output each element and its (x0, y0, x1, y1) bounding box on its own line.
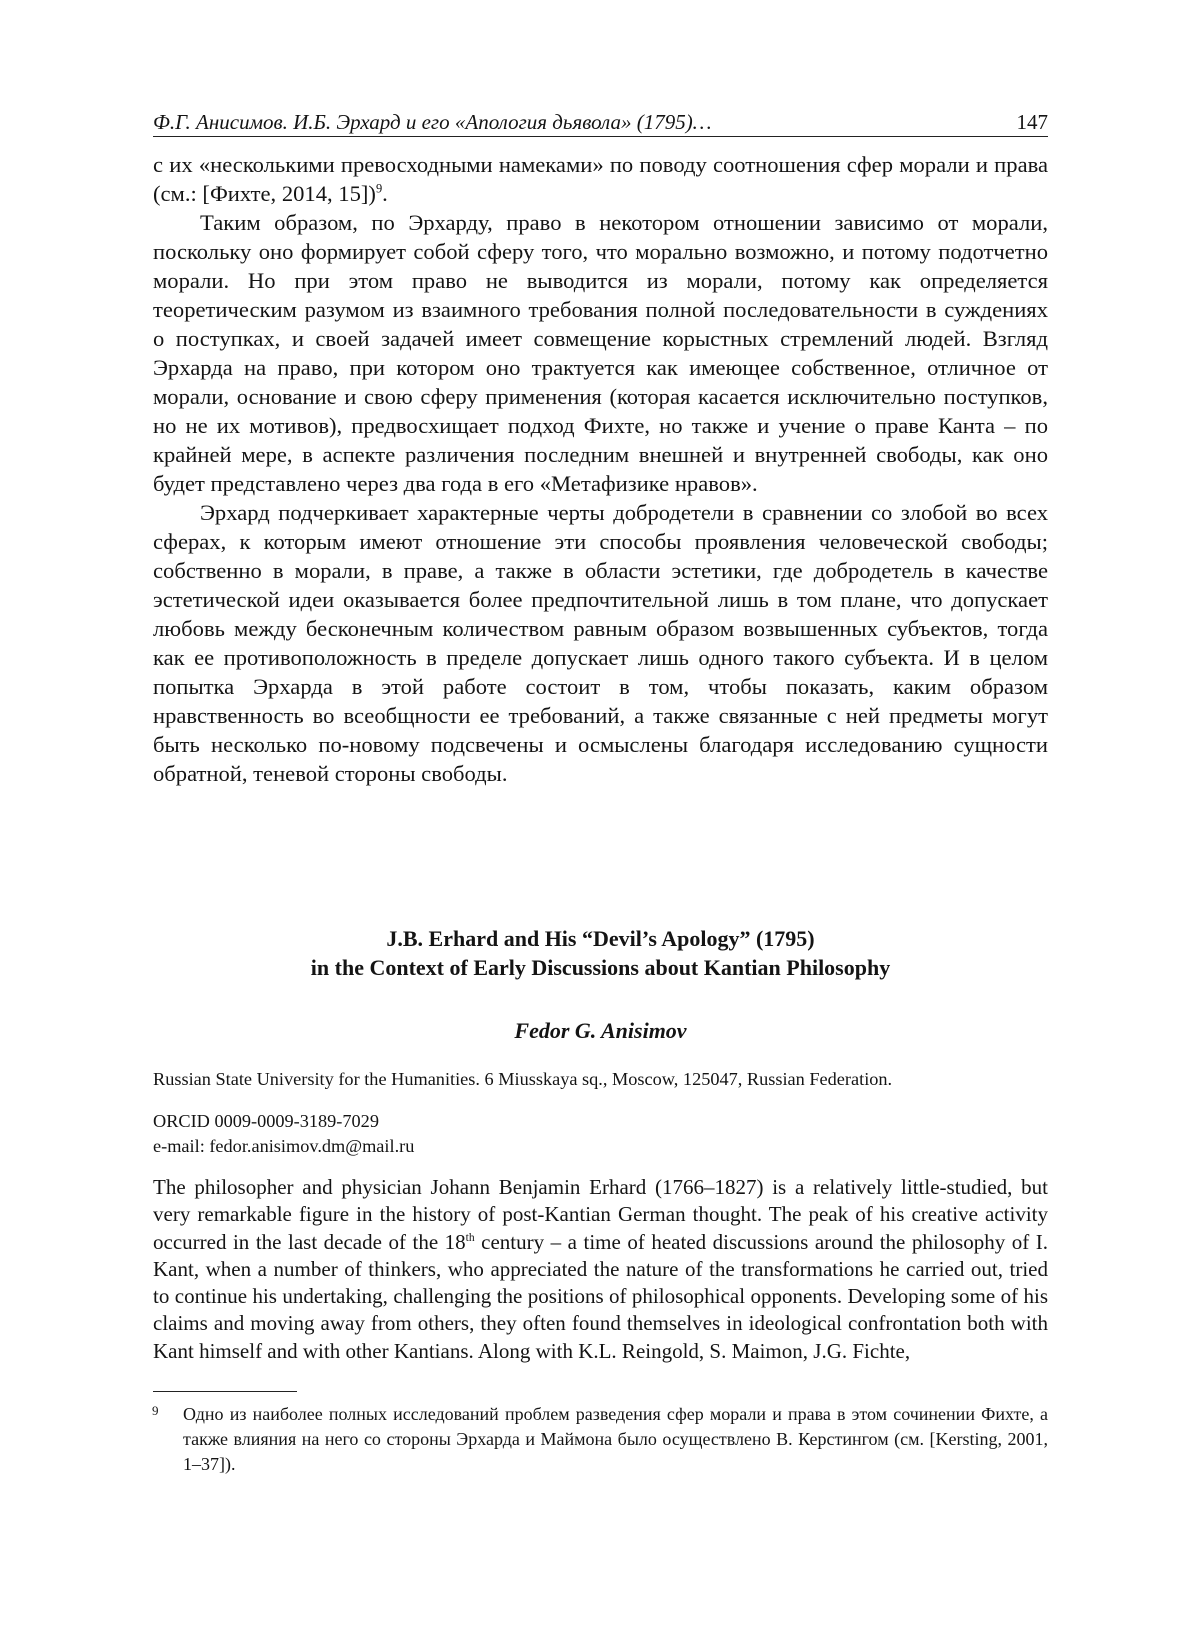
running-title: Ф.Г. Анисимов. И.Б. Эрхард и его «Апология дьявола» (1795)… (153, 110, 712, 134)
affiliation: Russian State University for the Humanities. 6 Miusskaya sq., Moscow, 125047, Russian Federation. (153, 1069, 893, 1089)
abstract (153, 1174, 1048, 1365)
page-number: 147 (1016, 110, 1048, 134)
english-article-title (153, 924, 1048, 982)
footnote-divider (153, 1391, 297, 1392)
footnote-mark: 9 (152, 1403, 159, 1418)
orcid: ORCID 0009-0009-3189-7029 (153, 1111, 379, 1131)
paragraph-2: Таким образом, по Эрхарду, право в некотором отношении зависимо от морали, поскольку оно формирует собой сферу того, что морально возможно, и потому подотчетно морали. Но при этом право не выводится из морали, потому как определяется теоретическим разумом из взаимного требования полной последовательности в суждениях о поступках, и своей задачей имеет совмещение корыстных стремлений людей. Взгляд Эрхарда на право, при котором оно трактуется как имеющее собственное, отличное от морали, основание и свою сферу применения (которая касается исключительно поступков, но не их мотивов), предвосхищает подход Фихте, но также и учение о праве Канта – по крайней мере, в аспекте различения последним внешней и внутренней свободы, как оно будет представлено через два года в его «Метафизике нравов». (153, 210, 1048, 496)
title-line-2: in the Context of Early Discussions about Kantian Philosophy (310, 955, 891, 980)
abstract-text-a: The philosopher and physician Johann Benjamin Erhard (1766–1827) is a relatively little-studied, but very remarkable figure in the history of post-Kantian German thought. The peak of his creative activity occurred in the last decade of the 18 (153, 1175, 1048, 1254)
abstract-text-b: century – a time of heated discussions around the philosophy of I. Kant, when a number of thinkers, who appreciated the nature of the transformations he carried out, tried to continue his undertaking, challenging the positions of philosophical opponents. Developing some of his claims and moving away from others, they often found themselves in ideological confrontation both with Kant himself and with other Kantians. Along with K.L. Reingold, S. Maimon, J.G. Fichte, (153, 1229, 1048, 1363)
russian-body-text (153, 150, 1048, 788)
running-header (153, 104, 1048, 137)
abstract-paragraph (153, 1174, 1048, 1365)
email: e-mail: fedor.anisimov.dm@mail.ru (153, 1136, 415, 1156)
footnote (153, 1402, 1048, 1477)
author-name: Fedor G. Anisimov (514, 1018, 687, 1043)
paragraph-1-end: . (382, 181, 388, 206)
abstract-superscript: th (465, 1231, 475, 1244)
footnote-text: Одно из наиболее полных исследований проблем разведения сфер морали и права в этом сочинении Фихте, а также влияния на него со стороны Эрхарда и Маймона было осуществлено В. Керстингом (см. [Kersting, 2001, 1–37]). (183, 1404, 1048, 1474)
title-line-1: J.B. Erhard and His “Devil’s Apology” (1795) (386, 926, 815, 951)
paragraph-1 (153, 150, 1048, 208)
paragraph-3: Эрхард подчеркивает характерные черты добродетели в сравнении со злобой во всех сферах, к которым имеют отношение эти способы проявления человеческой свободы; собственно в морали, в праве, а также в области эстетики, где добродетель в качестве эстетической идеи оказывается более предпочтительной лишь в том плане, что допускает любовь между бесконечным количеством равным образом возвышенных субъектов, тогда как ее противоположность в пределе допускает лишь одного такого субъекта. И в целом попытка Эрхарда в этой работе состоит в том, чтобы показать, каким образом нравственность во всеобщности ее требований, а также связанные с ней предметы могут быть несколько по-новому подсвечены и осмыслены благодаря исследованию сущности обратной, теневой стороны свободы. (153, 500, 1048, 786)
footnote-reference[interactable]: 9 (375, 181, 383, 196)
paragraph-1-text: с их «несколькими превосходными намеками» по поводу соотношения сфер морали и права (см.: [Фихте, 2014, 15]) (153, 152, 1048, 206)
